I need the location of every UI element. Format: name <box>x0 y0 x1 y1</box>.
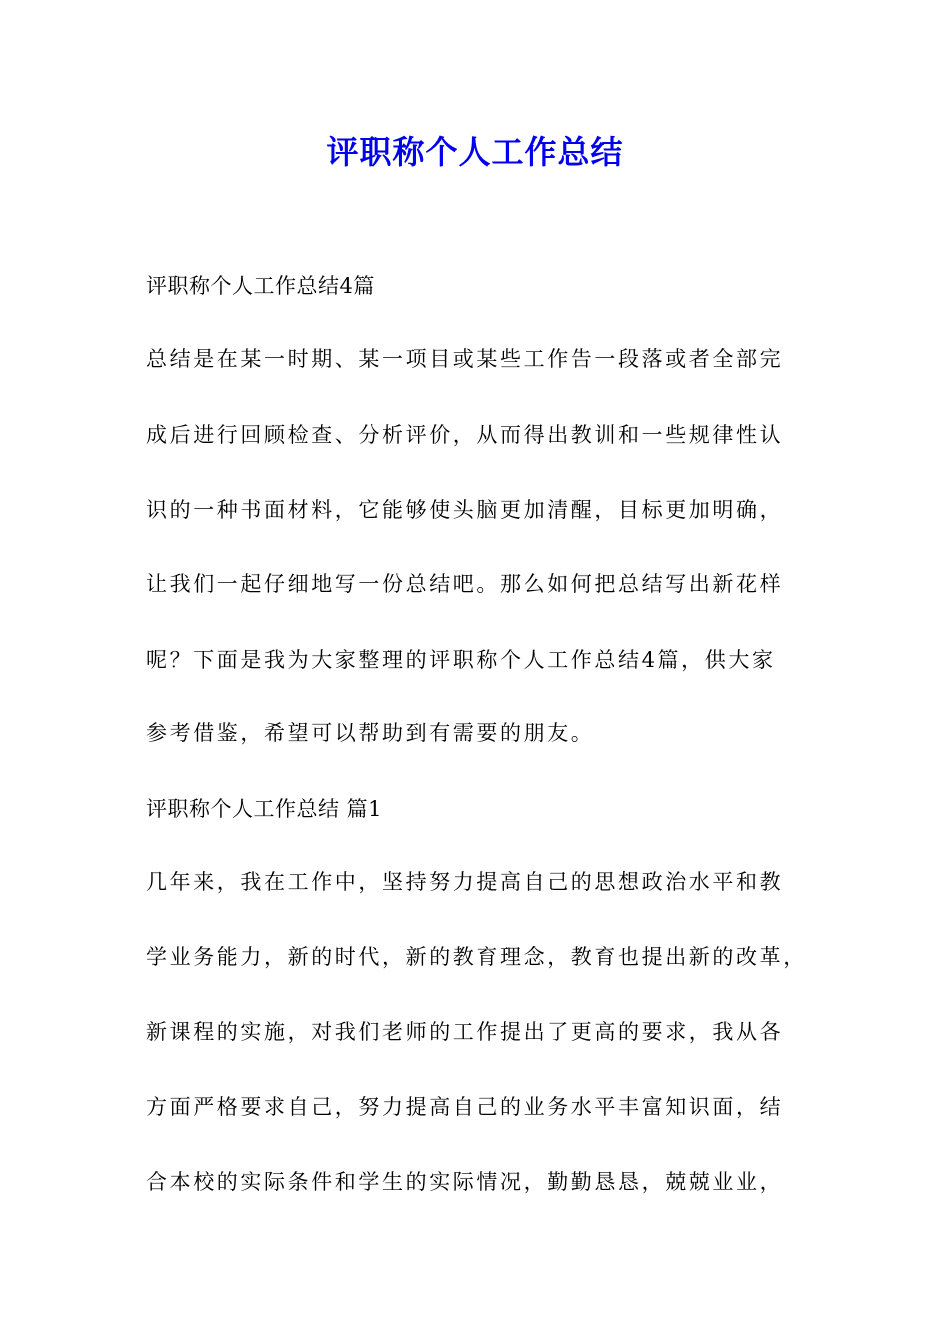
paragraph-line: 总结是在某一时期、某一项目或某些工作告一段落或者全部完 <box>146 347 784 371</box>
paragraph-line: 呢？下面是我为大家整理的评职称个人工作总结4篇，供大家 <box>146 648 776 672</box>
paragraph-line: 成后进行回顾检查、分析评价，从而得出教训和一些规律性认 <box>146 423 784 447</box>
document-title: 评职称个人工作总结 <box>326 133 624 171</box>
paragraph-line: 新课程的实施，对我们老师的工作提出了更高的要求，我从各 <box>146 1020 784 1044</box>
paragraph-line: 参考借鉴，希望可以帮助到有需要的朋友。 <box>146 721 595 745</box>
paragraph-line: 让我们一起仔细地写一份总结吧。那么如何把总结写出新花样 <box>146 572 784 596</box>
paragraph-line: 几年来，我在工作中，坚持努力提高自己的思想政治水平和教 <box>146 870 784 894</box>
section-heading: 评职称个人工作总结4篇 <box>146 274 375 298</box>
paragraph-line: 合本校的实际条件和学生的实际情况，勤勤恳恳，兢兢业业， <box>146 1170 784 1194</box>
section-heading: 评职称个人工作总结 篇1 <box>146 797 383 821</box>
paragraph-line: 识的一种书面材料，它能够使头脑更加清醒，目标更加明确， <box>146 498 784 522</box>
paragraph-line: 方面严格要求自己，努力提高自己的业务水平丰富知识面，结 <box>146 1095 784 1119</box>
paragraph-line: 学业务能力，新的时代，新的教育理念，教育也提出新的改革， <box>146 945 807 969</box>
